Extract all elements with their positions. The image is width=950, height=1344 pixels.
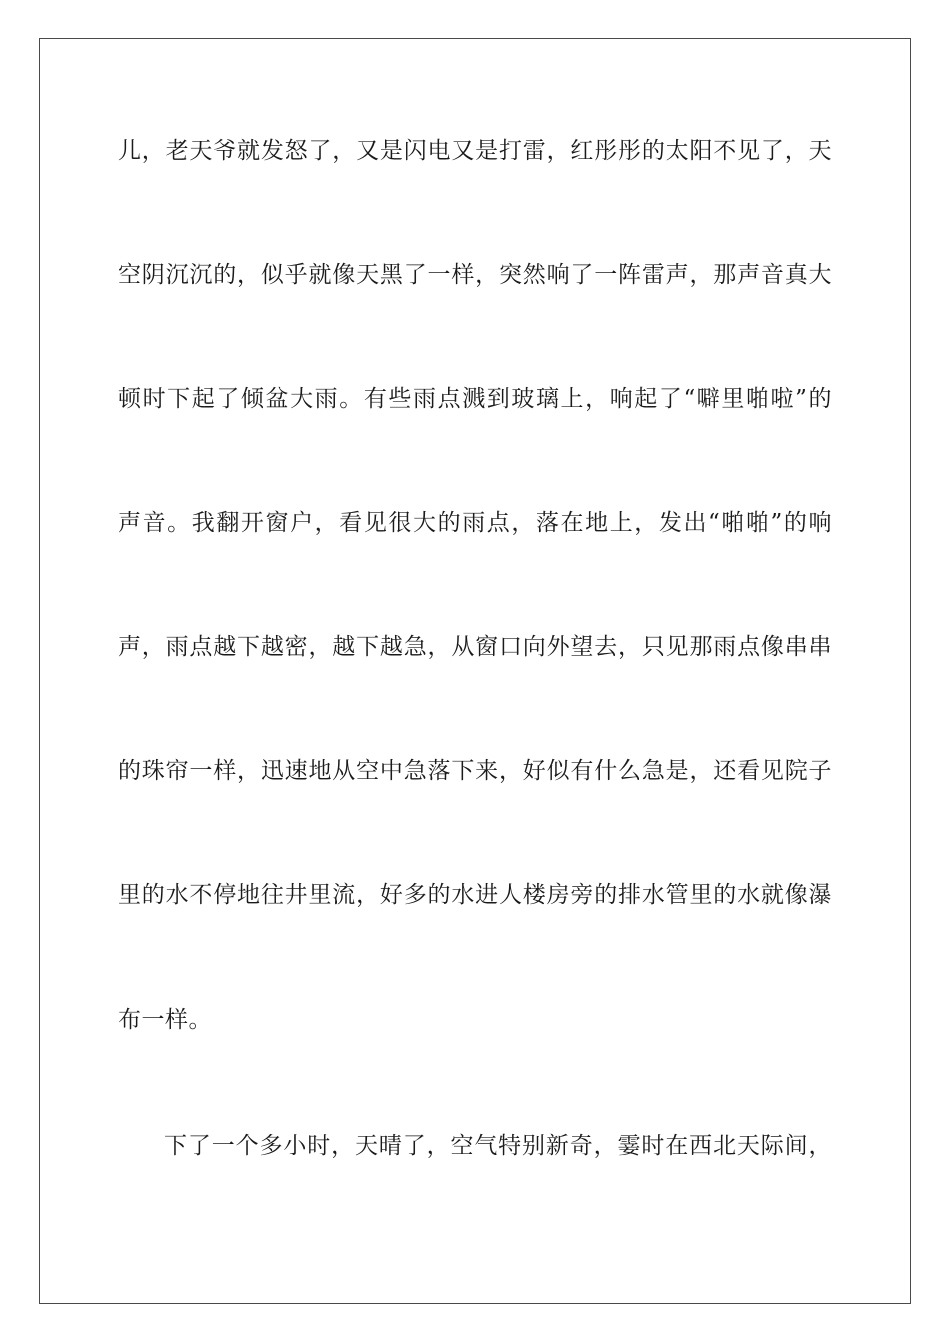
page-border	[39, 38, 911, 1304]
text-line-1: 儿，老天爷就发怒了，又是闪电又是打雷，红彤彤的太阳不见了，天	[118, 138, 832, 164]
text-line-7: 里的水不停地往井里流，好多的水进人楼房旁的排水管里的水就像瀑	[118, 882, 832, 908]
text-line-3: 顿时下起了倾盆大雨。有些雨点溅到玻璃上，响起了“噼里啪啦”的	[118, 386, 832, 412]
text-line-8: 布一样。	[118, 1007, 212, 1033]
text-line-5: 声，雨点越下越密，越下越急，从窗口向外望去，只见那雨点像串串	[118, 634, 832, 660]
paragraph-start-line: 下了一个多小时，天晴了，空气特别新奇，霎时在西北天际间，	[164, 1133, 832, 1159]
text-line-6: 的珠帘一样，迅速地从空中急落下来，好似有什么急是，还看见院子	[118, 758, 832, 784]
text-line-4: 声音。我翻开窗户，看见很大的雨点，落在地上，发出“啪啪”的响	[118, 510, 832, 536]
text-line-2: 空阴沉沉的，似乎就像天黑了一样，突然响了一阵雷声，那声音真大	[118, 262, 832, 288]
